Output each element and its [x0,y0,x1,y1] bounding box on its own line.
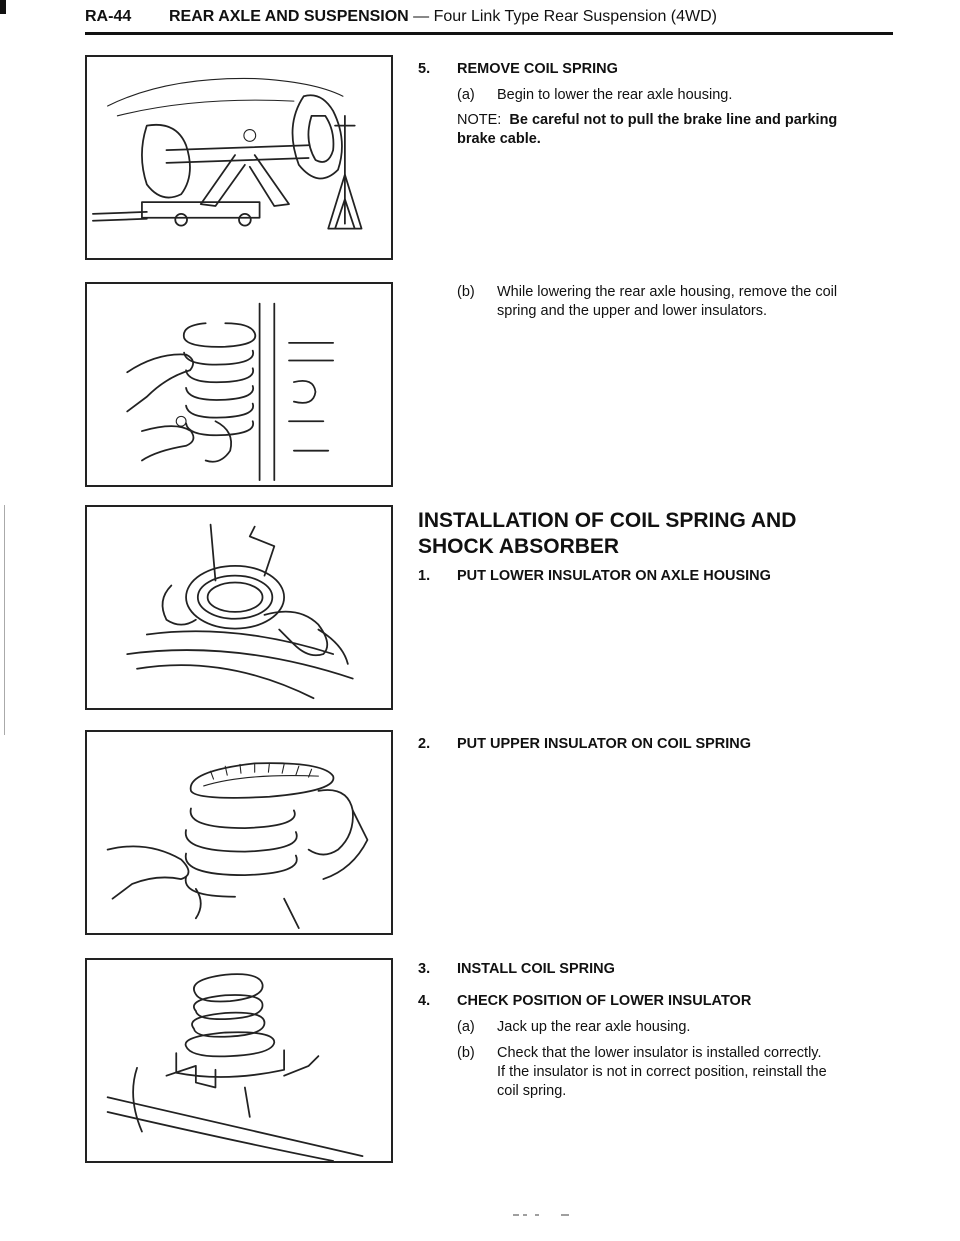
step1-title: PUT LOWER INSULATOR ON AXLE HOUSING [457,568,771,584]
step5b-text: While lowering the rear axle housing, remove the coil [497,284,838,300]
remove-coil-spring-illustration [85,282,393,487]
step3-number: 3. [418,961,431,977]
note-label: NOTE: [457,112,502,128]
section-title-rest: — Four Link Type Rear Suspension (4WD) [408,8,718,25]
step5a-label: (a) [457,87,475,103]
step4-number: 4. [418,993,431,1009]
scan-artifact-line [4,505,5,735]
section-title-bold: REAR AXLE AND SUSPENSION [169,8,409,25]
footer-scan-marks [513,1212,573,1218]
install-heading-line2: SHOCK ABSORBER [418,535,620,558]
step1-number: 1. [418,568,431,584]
step5-note [457,111,897,130]
step4-title: CHECK POSITION OF LOWER INSULATOR [457,993,752,1009]
section-title [169,8,717,26]
page-code: RA-44 [85,8,132,25]
corner-crop-mark [0,0,6,14]
install-coil-spring-illustration [85,958,393,1163]
page-header [85,6,893,32]
step4b-text: Check that the lower insulator is installed correctly. [497,1045,822,1061]
step2-number: 2. [418,736,431,752]
upper-insulator-illustration [85,730,393,935]
step5-title: REMOVE COIL SPRING [457,61,618,77]
header-rule [85,32,893,35]
step4b-text-line2: If the insulator is not in correct position, reinstall the [497,1064,827,1080]
step5-number: 5. [418,61,431,77]
step4a-text: Jack up the rear axle housing. [497,1019,691,1035]
step5b-text-line2: spring and the upper and lower insulators. [497,303,768,319]
lower-insulator-illustration [85,505,393,710]
step4b-label: (b) [457,1045,475,1061]
install-heading-line1: INSTALLATION OF COIL SPRING AND [418,509,797,532]
step5a-text: Begin to lower the rear axle housing. [497,87,733,103]
step5b-label: (b) [457,284,475,300]
note-text: Be careful not to pull the brake line and parking [509,112,838,128]
step4b-text-line3: coil spring. [497,1083,567,1099]
lower-axle-housing-illustration [85,55,393,260]
step3-title: INSTALL COIL SPRING [457,961,615,977]
note-text-line2: brake cable. [457,131,541,147]
step4a-label: (a) [457,1019,475,1035]
step2-title: PUT UPPER INSULATOR ON COIL SPRING [457,736,752,752]
